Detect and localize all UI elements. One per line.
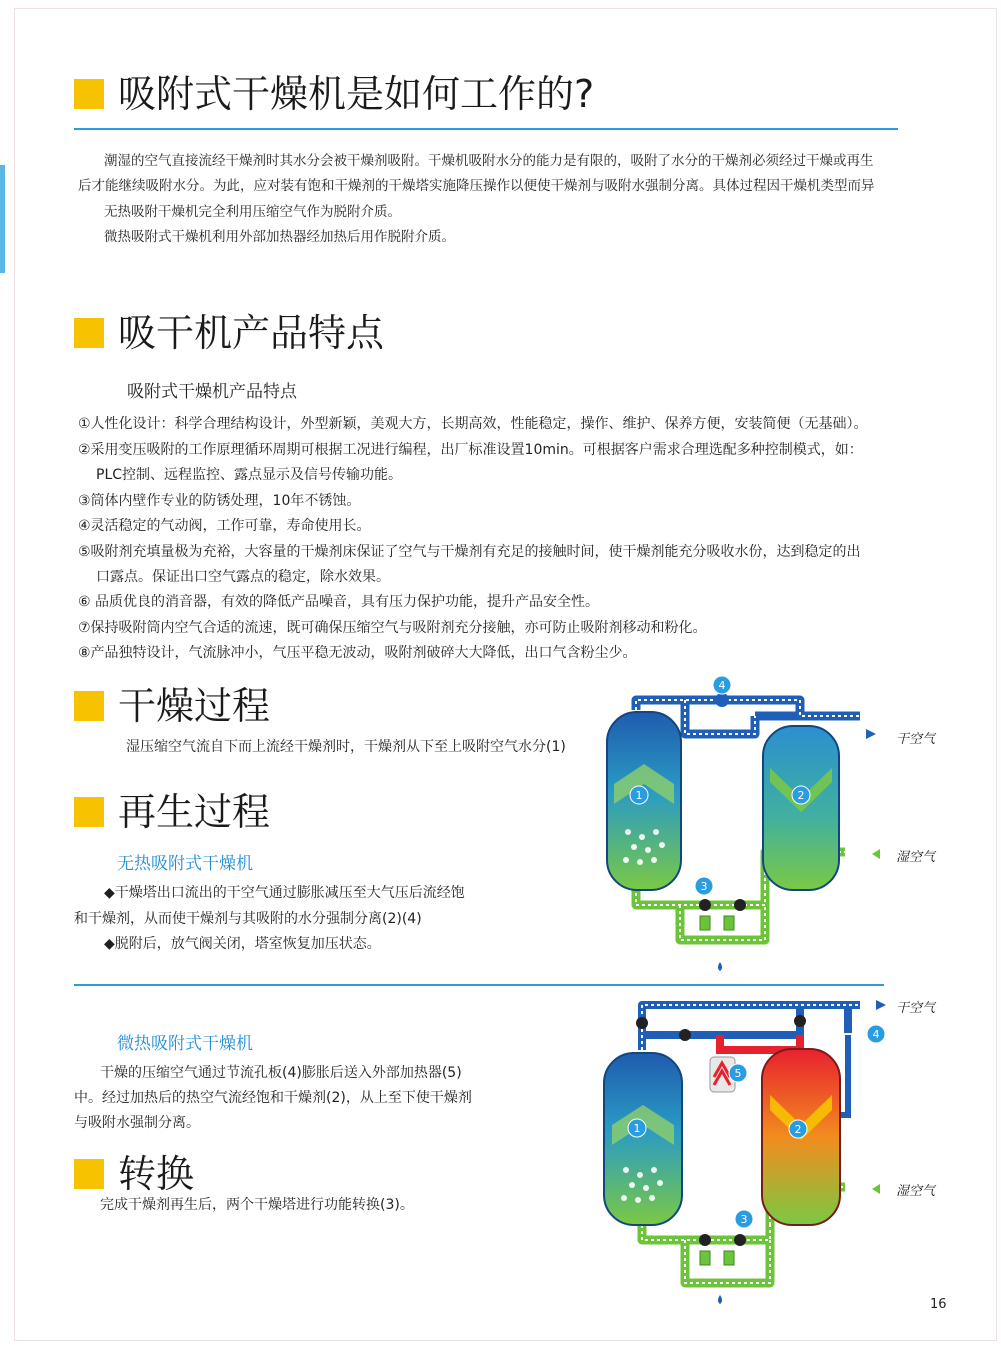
- badge-3: 3: [700, 880, 708, 893]
- wet-air-label: 湿空气: [896, 1184, 936, 1199]
- heated-dryer-diagram: [590, 995, 890, 1315]
- feature-item: ②采用变压吸附的工作原理循环周期可根据工况进行编程，出厂标准设置10min。可根据客户需求合理选配多种控制模式，如：: [78, 442, 863, 458]
- dry-air-label: 干空气: [896, 732, 936, 747]
- paragraph-line: 微热吸附式干燥机利用外部加热器经加热后用作脱附介质。: [104, 229, 455, 245]
- feature-item: ③筒体内壁作专业的防锈处理，10年不锈蚀。: [78, 493, 361, 509]
- side-tab: [0, 165, 5, 273]
- water-droplet-icon: [718, 962, 722, 971]
- silencer: [700, 916, 734, 930]
- feature-item: ①人性化设计：科学合理结构设计，外型新颖，美观大方，长期高效，性能稳定，操作、维护、保养方便，安装简便（无基础）。: [78, 416, 868, 432]
- feature-item: ⑧产品独特设计，气流脉冲小，气压平稳无波动，吸附剂破碎大大降低，出口气含粉尘少。: [78, 645, 637, 661]
- arrow-left-icon: [872, 849, 880, 859]
- heatless-subtitle: 无热吸附式干燥机: [117, 854, 253, 874]
- paragraph-line: 后才能继续吸附水分。为此，应对装有饱和干燥剂的干燥塔实施降压操作以便使干燥剂与吸附水强制分离。具体过程因干燥机类型而异: [78, 178, 875, 194]
- badge-4: 4: [872, 1028, 880, 1041]
- paragraph-line: 无热吸附干燥机完全利用压缩空气作为脱附介质。: [104, 204, 401, 220]
- features-subtitle: 吸附式干燥机产品特点: [127, 382, 297, 402]
- heated-line: 与吸附水强制分离。: [74, 1115, 200, 1131]
- heading-text: 转换: [118, 1152, 195, 1196]
- heated-subtitle: 微热吸附式干燥机: [117, 1034, 253, 1054]
- feature-item: ⑤吸附剂充填量极为充裕，大容量的干燥剂床保证了空气与干燥剂有充足的接触时间，使干燥剂能充分吸收水份，达到稳定的出: [78, 544, 861, 560]
- wet-air-label: 湿空气: [896, 850, 936, 865]
- yellow-square-icon: [74, 318, 104, 348]
- feature-item: ⑥ 品质优良的消音器，有效的降低产品噪音，具有压力保护功能，提升产品安全性。: [78, 594, 599, 610]
- yellow-square-icon: [74, 691, 104, 721]
- heading-text: 吸附式干燥机是如何工作的?: [118, 72, 595, 116]
- feature-item: 口露点。保证出口空气露点的稳定，除水效果。: [96, 569, 390, 585]
- valve-icon: [715, 693, 729, 707]
- arrow-left-icon: [872, 1184, 880, 1194]
- feature-item: PLC控制、远程监控、露点显示及信号传输功能。: [96, 467, 403, 483]
- arrow-right-icon: [866, 729, 876, 739]
- badge-3: 3: [740, 1213, 748, 1226]
- badge-1: 1: [635, 789, 643, 802]
- heatless-line: ◆脱附后，放气阀关闭，塔室恢复加压状态。: [104, 936, 381, 952]
- badge-1: 1: [633, 1122, 641, 1135]
- heading-text: 吸干机产品特点: [118, 311, 385, 355]
- water-droplet-icon: [718, 1295, 722, 1304]
- switch-text: 完成干燥剂再生后，两个干燥塔进行功能转换(3)。: [100, 1197, 414, 1213]
- divider-rule: [74, 984, 884, 986]
- page-number: 16: [930, 1297, 947, 1312]
- feature-item: ⑦保持吸附筒内空气合适的流速，既可确保压缩空气与吸附剂充分接触，亦可防止吸附剂移动和粉化。: [78, 620, 707, 636]
- silencer: [700, 1251, 734, 1265]
- badge-4: 4: [718, 679, 726, 692]
- yellow-square-icon: [74, 797, 104, 827]
- yellow-square-icon: [74, 79, 104, 109]
- arrow-right-icon: [876, 1000, 886, 1010]
- heated-line: 中。经过加热后的热空气流经饱和干燥剂(2)，从上至下使干燥剂: [74, 1090, 472, 1106]
- section-heading-regeneration: [74, 790, 270, 834]
- heading-text: 再生过程: [118, 790, 271, 834]
- divider-rule: [74, 128, 898, 130]
- drying-text: 湿压缩空气流自下而上流经干燥剂时，干燥剂从下至上吸附空气水分(1): [126, 739, 566, 755]
- badge-5: 5: [734, 1067, 742, 1080]
- badge-2: 2: [794, 1123, 802, 1136]
- section-heading-features: [74, 311, 384, 355]
- yellow-square-icon: [74, 1159, 104, 1189]
- section-heading-drying: [74, 684, 270, 728]
- section-heading-switch: [74, 1152, 194, 1196]
- heading-text: 干燥过程: [118, 684, 271, 728]
- paragraph-line: 潮湿的空气直接流经干燥剂时其水分会被干燥剂吸附。干燥机吸附水分的能力是有限的，吸附了水分的干燥剂必须经过干燥或再生: [104, 153, 874, 169]
- heatless-line: 和干燥剂，从而使干燥剂与其吸附的水分强制分离(2)(4): [74, 911, 422, 927]
- heated-line: 干燥的压缩空气通过节流孔板(4)膨胀后送入外部加热器(5): [100, 1065, 462, 1081]
- section-heading-how-it-works: [74, 72, 594, 116]
- heatless-line: ◆干燥塔出口流出的干空气通过膨胀减压至大气压后流经饱: [104, 885, 465, 901]
- dry-air-label: 干空气: [896, 1001, 936, 1016]
- heatless-dryer-diagram: [590, 672, 890, 977]
- feature-item: ④灵活稳定的气动阀，工作可靠，寿命使用长。: [78, 518, 371, 534]
- badge-2: 2: [797, 789, 805, 802]
